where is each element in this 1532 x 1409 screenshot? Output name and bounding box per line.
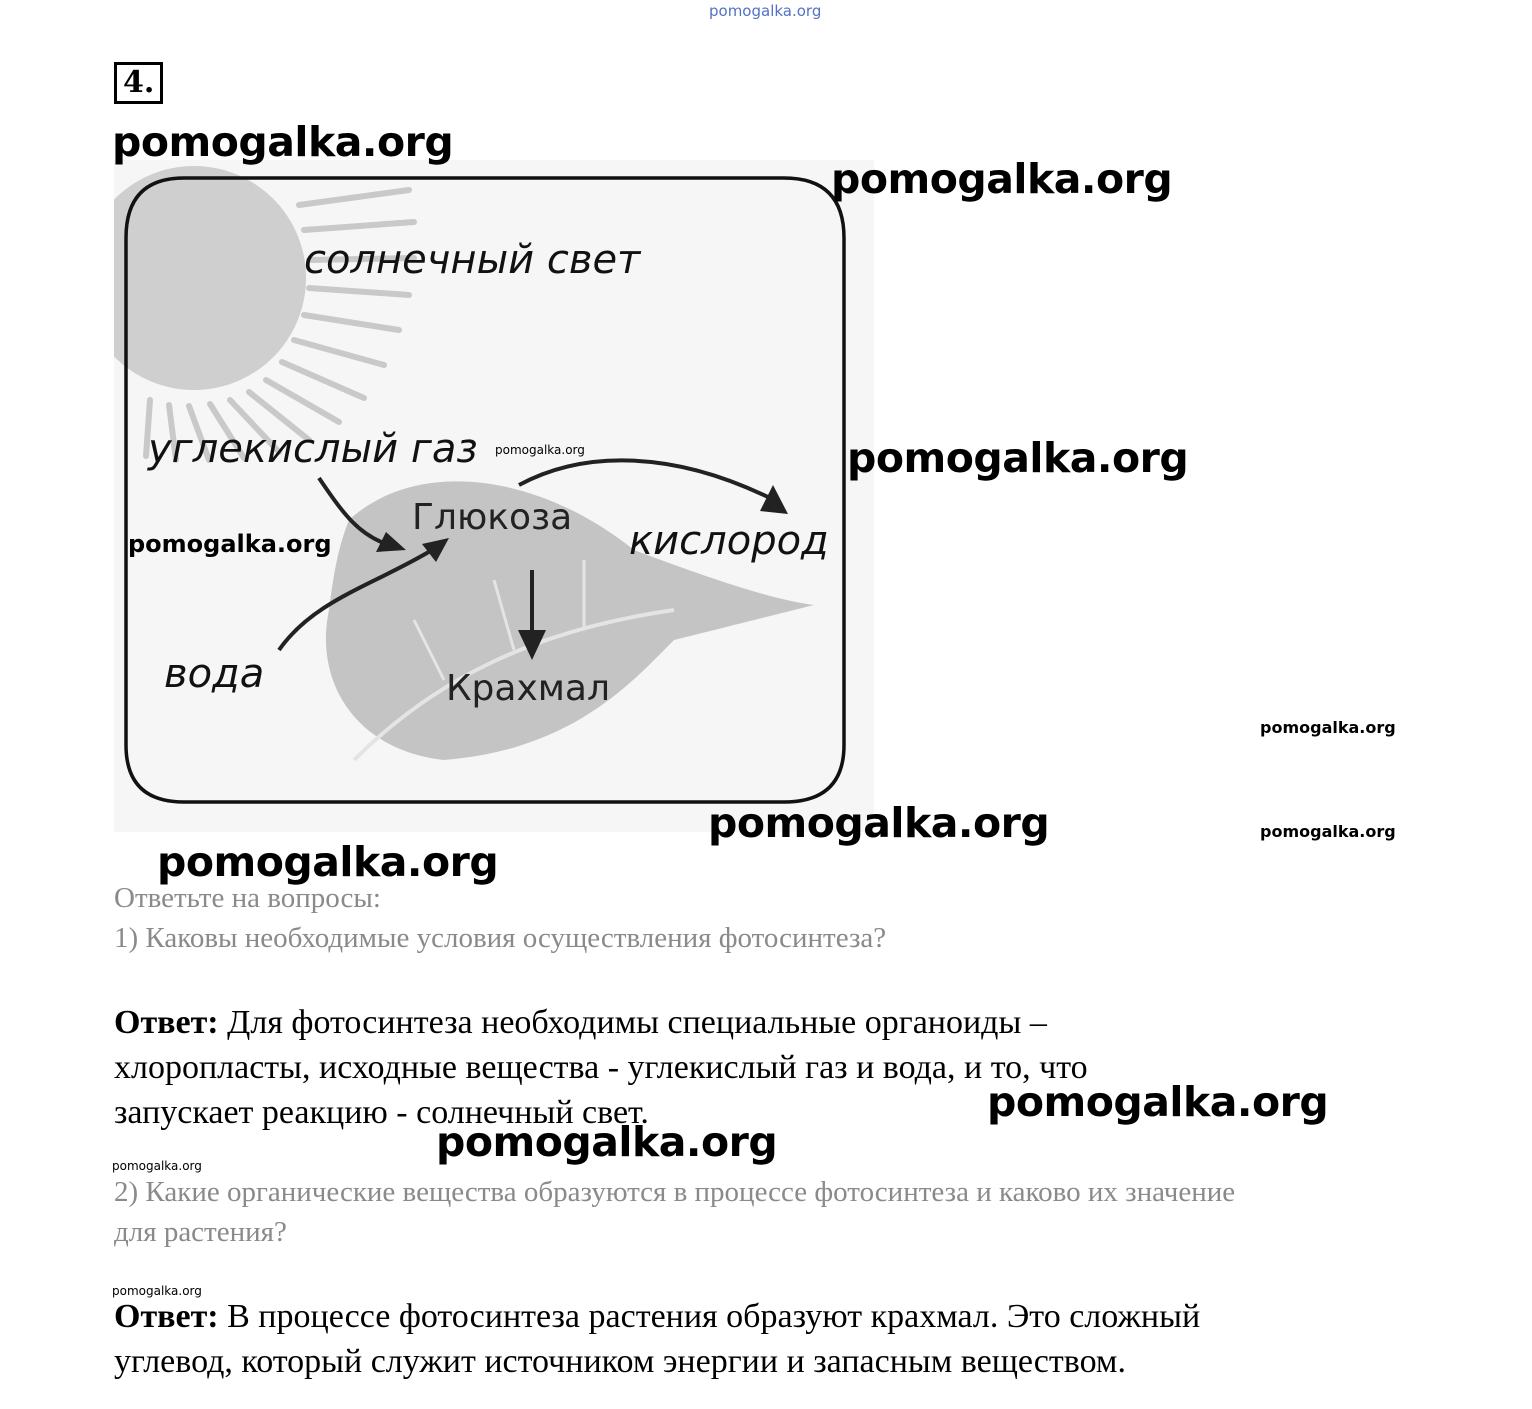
answer-1-label: Ответ: xyxy=(114,1004,219,1041)
task-number: 4. xyxy=(114,62,163,104)
watermark-13: pomogalka.org xyxy=(112,1284,202,1298)
answer-2-text-1: В процессе фотосинтеза растения образуют крахмал. Это сложный xyxy=(227,1298,1201,1335)
water-label: вода xyxy=(164,651,265,697)
watermark-5: pomogalka.org xyxy=(157,838,499,886)
answer-1-line-2: хлоропласты, исходные вещества - углекислый газ и вода, и то, что xyxy=(114,1049,1088,1086)
question-2-line-2: для растения? xyxy=(114,1216,287,1248)
question-2-line-1: 2) Какие органические вещества образуются в процессе фотосинтеза и каково их значение xyxy=(114,1176,1236,1208)
answer-1-line-3: запускает реакцию - солнечный свет. xyxy=(114,1094,649,1131)
answer-1-line-1 xyxy=(114,1000,1047,1045)
watermark-2: pomogalka.org xyxy=(831,155,1173,203)
watermark-3: pomogalka.org xyxy=(847,434,1189,482)
question-1: 1) Каковы необходимые условия осуществления фотосинтеза? xyxy=(114,922,887,954)
co2-label: углекислый газ xyxy=(148,426,478,472)
watermark-9: pomogalka.org xyxy=(1260,718,1396,737)
answer-1-text-1: Для фотосинтеза необходимы специальные органоиды – xyxy=(227,1004,1047,1041)
starch-label: Крахмал xyxy=(446,668,611,709)
answer-2-line-1 xyxy=(114,1294,1200,1339)
watermark-11: pomogalka.org xyxy=(495,443,585,457)
watermark-8: pomogalka.org xyxy=(128,530,332,558)
answer-2-line-2: углевод, который служит источником энергии и запасным веществом. xyxy=(114,1343,1126,1380)
watermark-6: pomogalka.org xyxy=(987,1078,1329,1126)
watermark-12: pomogalka.org xyxy=(112,1159,202,1173)
watermark-10: pomogalka.org xyxy=(1260,822,1396,841)
watermark-1: pomogalka.org xyxy=(112,118,454,166)
watermark-top: pomogalka.org xyxy=(709,2,822,20)
sunlight-label: солнечный свет xyxy=(304,237,641,283)
watermark-7: pomogalka.org xyxy=(436,1118,778,1166)
watermark-4: pomogalka.org xyxy=(708,799,1050,847)
glucose-label: Глюкоза xyxy=(412,497,573,538)
diagram-svg xyxy=(114,160,874,832)
oxygen-label: кислород xyxy=(629,518,829,564)
answer-2-label: Ответ: xyxy=(114,1298,219,1335)
photosynthesis-diagram xyxy=(114,160,874,832)
intro-text: Ответьте на вопросы: xyxy=(114,882,381,914)
